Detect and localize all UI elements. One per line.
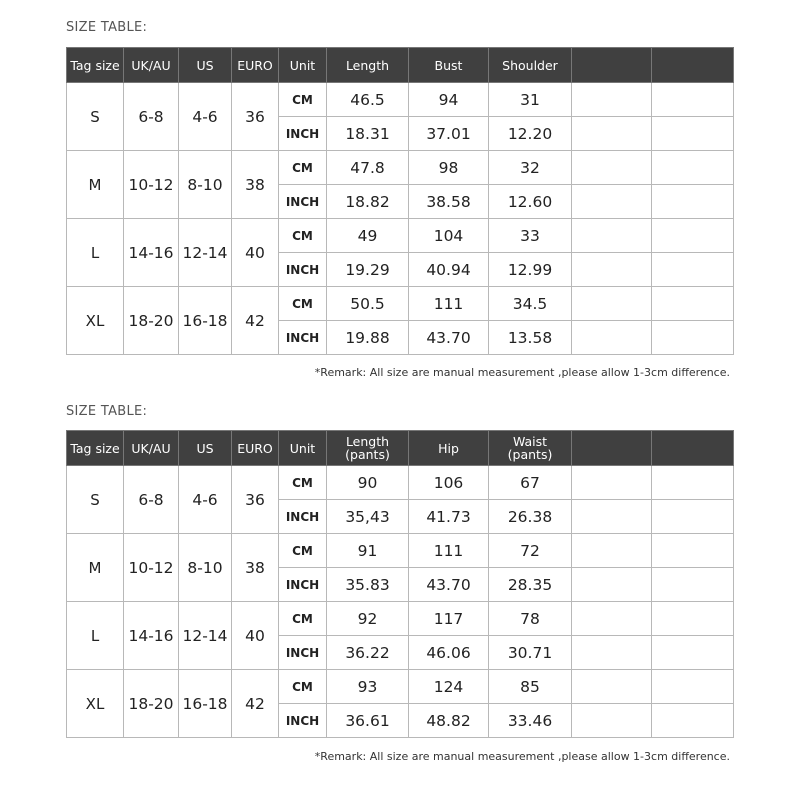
- unit-cell: CM: [279, 466, 327, 500]
- column-header: Tag size: [67, 48, 124, 83]
- column-header: Length: [327, 48, 409, 83]
- header-row: [67, 431, 734, 466]
- table-row: [67, 219, 734, 253]
- euro-cell: 36: [232, 83, 279, 151]
- empty-cell: [652, 568, 734, 602]
- uk-au-cell: 6-8: [124, 466, 179, 534]
- size-table-bottom: [66, 430, 734, 738]
- column-header: Unit: [279, 431, 327, 466]
- column-header: UK/AU: [124, 431, 179, 466]
- empty-cell: [652, 500, 734, 534]
- column-header: US: [179, 48, 232, 83]
- measurement-cell: 38.58: [409, 185, 489, 219]
- uk-au-cell: 10-12: [124, 534, 179, 602]
- measurement-cell: 26.38: [489, 500, 572, 534]
- measurement-cell: 78: [489, 602, 572, 636]
- measurement-cell: 35,43: [327, 500, 409, 534]
- tag-size-cell: M: [67, 534, 124, 602]
- unit-cell: INCH: [279, 568, 327, 602]
- unit-cell: CM: [279, 151, 327, 185]
- measurement-cell: 85: [489, 670, 572, 704]
- unit-cell: INCH: [279, 253, 327, 287]
- empty-cell: [572, 704, 652, 738]
- column-header: UK/AU: [124, 48, 179, 83]
- measurement-cell: 111: [409, 287, 489, 321]
- tag-size-cell: L: [67, 219, 124, 287]
- empty-cell: [572, 321, 652, 355]
- unit-cell: CM: [279, 670, 327, 704]
- measurement-cell: 37.01: [409, 117, 489, 151]
- table-row: [67, 151, 734, 185]
- empty-cell: [572, 534, 652, 568]
- table-row: [67, 83, 734, 117]
- empty-cell: [572, 466, 652, 500]
- unit-cell: CM: [279, 219, 327, 253]
- empty-cell: [652, 185, 734, 219]
- uk-au-cell: 18-20: [124, 670, 179, 738]
- measurement-cell: 18.82: [327, 185, 409, 219]
- empty-cell: [652, 602, 734, 636]
- measurement-cell: 36.22: [327, 636, 409, 670]
- measurement-cell: 34.5: [489, 287, 572, 321]
- empty-cell: [652, 636, 734, 670]
- tag-size-cell: S: [67, 83, 124, 151]
- empty-cell: [652, 83, 734, 117]
- size-table-top: [66, 47, 734, 355]
- measurement-cell: 67: [489, 466, 572, 500]
- measurement-cell: 35.83: [327, 568, 409, 602]
- column-header: Shoulder: [489, 48, 572, 83]
- measurement-cell: 49: [327, 219, 409, 253]
- empty-cell: [572, 219, 652, 253]
- table-row: [67, 534, 734, 568]
- measurement-cell: 111: [409, 534, 489, 568]
- tag-size-cell: L: [67, 602, 124, 670]
- empty-cell: [652, 466, 734, 500]
- column-header: [652, 48, 734, 83]
- empty-cell: [572, 117, 652, 151]
- measurement-cell: 72: [489, 534, 572, 568]
- measurement-cell: 13.58: [489, 321, 572, 355]
- empty-cell: [572, 568, 652, 602]
- us-cell: 12-14: [179, 602, 232, 670]
- measurement-cell: 28.35: [489, 568, 572, 602]
- measurement-cell: 19.88: [327, 321, 409, 355]
- table-row: [67, 602, 734, 636]
- measurement-cell: 47.8: [327, 151, 409, 185]
- measurement-cell: 46.06: [409, 636, 489, 670]
- euro-cell: 40: [232, 219, 279, 287]
- measurement-cell: 41.73: [409, 500, 489, 534]
- measurement-cell: 98: [409, 151, 489, 185]
- measurement-cell: 43.70: [409, 568, 489, 602]
- measurement-cell: 33.46: [489, 704, 572, 738]
- measurement-cell: 94: [409, 83, 489, 117]
- us-cell: 12-14: [179, 219, 232, 287]
- empty-cell: [572, 151, 652, 185]
- empty-cell: [572, 253, 652, 287]
- measurement-cell: 50.5: [327, 287, 409, 321]
- uk-au-cell: 14-16: [124, 602, 179, 670]
- euro-cell: 40: [232, 602, 279, 670]
- uk-au-cell: 10-12: [124, 151, 179, 219]
- us-cell: 8-10: [179, 534, 232, 602]
- unit-cell: INCH: [279, 321, 327, 355]
- us-cell: 4-6: [179, 83, 232, 151]
- column-header: [572, 48, 652, 83]
- column-header: [572, 431, 652, 466]
- measurement-cell: 124: [409, 670, 489, 704]
- measurement-cell: 18.31: [327, 117, 409, 151]
- uk-au-cell: 14-16: [124, 219, 179, 287]
- unit-cell: INCH: [279, 185, 327, 219]
- unit-cell: CM: [279, 534, 327, 568]
- empty-cell: [652, 151, 734, 185]
- measurement-cell: 30.71: [489, 636, 572, 670]
- empty-cell: [652, 704, 734, 738]
- empty-cell: [572, 670, 652, 704]
- remark-note: *Remark: All size are manual measurement ,please allow 1-3cm difference.: [314, 750, 730, 763]
- euro-cell: 42: [232, 670, 279, 738]
- empty-cell: [572, 185, 652, 219]
- empty-cell: [572, 500, 652, 534]
- empty-cell: [652, 670, 734, 704]
- unit-cell: INCH: [279, 117, 327, 151]
- table-caption: SIZE TABLE:: [66, 20, 148, 35]
- measurement-cell: 19.29: [327, 253, 409, 287]
- tag-size-cell: XL: [67, 287, 124, 355]
- measurement-cell: 93: [327, 670, 409, 704]
- empty-cell: [652, 534, 734, 568]
- empty-cell: [652, 117, 734, 151]
- column-header: EURO: [232, 431, 279, 466]
- empty-cell: [572, 636, 652, 670]
- table-caption: SIZE TABLE:: [66, 404, 148, 419]
- us-cell: 16-18: [179, 287, 232, 355]
- measurement-cell: 91: [327, 534, 409, 568]
- measurement-cell: 46.5: [327, 83, 409, 117]
- measurement-cell: 12.20: [489, 117, 572, 151]
- unit-cell: CM: [279, 602, 327, 636]
- empty-cell: [572, 602, 652, 636]
- column-header: Length (pants): [327, 431, 409, 466]
- unit-cell: INCH: [279, 500, 327, 534]
- euro-cell: 38: [232, 151, 279, 219]
- unit-cell: INCH: [279, 704, 327, 738]
- column-header: US: [179, 431, 232, 466]
- us-cell: 8-10: [179, 151, 232, 219]
- uk-au-cell: 18-20: [124, 287, 179, 355]
- table-row: [67, 466, 734, 500]
- uk-au-cell: 6-8: [124, 83, 179, 151]
- measurement-cell: 117: [409, 602, 489, 636]
- column-header: EURO: [232, 48, 279, 83]
- measurement-cell: 32: [489, 151, 572, 185]
- column-header: Tag size: [67, 431, 124, 466]
- column-header: [652, 431, 734, 466]
- measurement-cell: 90: [327, 466, 409, 500]
- table-row: [67, 670, 734, 704]
- column-header: Bust: [409, 48, 489, 83]
- us-cell: 16-18: [179, 670, 232, 738]
- measurement-cell: 36.61: [327, 704, 409, 738]
- measurement-cell: 33: [489, 219, 572, 253]
- remark-note: *Remark: All size are manual measurement ,please allow 1-3cm difference.: [314, 366, 730, 379]
- column-header: Waist (pants): [489, 431, 572, 466]
- euro-cell: 36: [232, 466, 279, 534]
- measurement-cell: 12.99: [489, 253, 572, 287]
- measurement-cell: 92: [327, 602, 409, 636]
- column-header: Unit: [279, 48, 327, 83]
- empty-cell: [652, 219, 734, 253]
- empty-cell: [572, 83, 652, 117]
- tag-size-cell: S: [67, 466, 124, 534]
- measurement-cell: 31: [489, 83, 572, 117]
- measurement-cell: 40.94: [409, 253, 489, 287]
- unit-cell: INCH: [279, 636, 327, 670]
- empty-cell: [652, 321, 734, 355]
- measurement-cell: 12.60: [489, 185, 572, 219]
- column-header: Hip: [409, 431, 489, 466]
- empty-cell: [652, 287, 734, 321]
- empty-cell: [572, 287, 652, 321]
- header-row: [67, 48, 734, 83]
- unit-cell: CM: [279, 287, 327, 321]
- measurement-cell: 43.70: [409, 321, 489, 355]
- measurement-cell: 106: [409, 466, 489, 500]
- measurement-cell: 48.82: [409, 704, 489, 738]
- euro-cell: 38: [232, 534, 279, 602]
- measurement-cell: 104: [409, 219, 489, 253]
- us-cell: 4-6: [179, 466, 232, 534]
- euro-cell: 42: [232, 287, 279, 355]
- tag-size-cell: XL: [67, 670, 124, 738]
- unit-cell: CM: [279, 83, 327, 117]
- tag-size-cell: M: [67, 151, 124, 219]
- empty-cell: [652, 253, 734, 287]
- table-row: [67, 287, 734, 321]
